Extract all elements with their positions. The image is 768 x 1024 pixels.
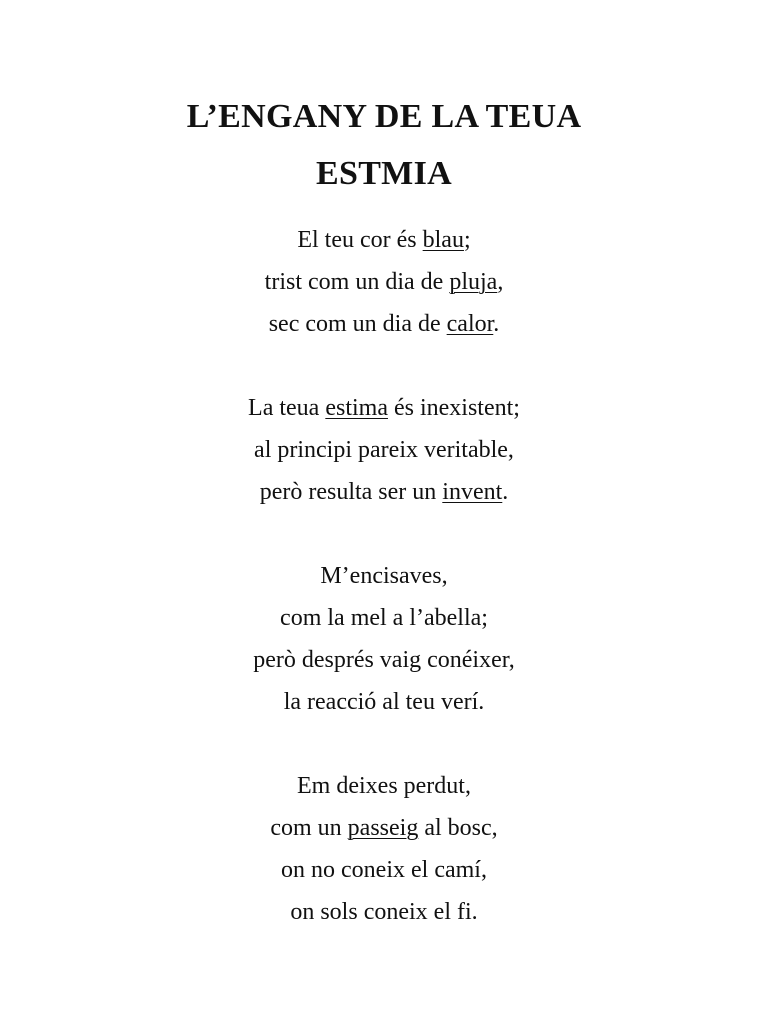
stanza-1 <box>0 219 768 345</box>
stanza-3 <box>0 555 768 723</box>
underlined-word: blau <box>422 227 464 253</box>
verse-line: la reacció al teu verí. <box>283 689 485 715</box>
verse-line <box>0 807 768 849</box>
verse-text: és inexistent; <box>387 395 520 421</box>
verse-text: al bosc, <box>418 815 498 841</box>
verse-line <box>0 387 768 429</box>
verse-text: trist com un dia de <box>264 269 450 295</box>
verse-text: . <box>493 311 500 337</box>
verse-line <box>0 261 768 303</box>
verse-text: . <box>502 479 509 505</box>
underlined-word: estima <box>325 395 388 421</box>
verse-text: ; <box>463 227 471 253</box>
verse-line: però després vaig conéixer, <box>253 647 515 673</box>
verse-line: on no coneix el camí, <box>281 857 487 883</box>
verse-text: però resulta ser un <box>259 479 443 505</box>
verse-text: , <box>497 269 504 295</box>
underlined-word: passeig <box>347 815 419 841</box>
verse-line: al principi pareix veritable, <box>254 437 514 463</box>
verse-line <box>0 471 768 513</box>
verse-text: sec com un dia de <box>268 311 447 337</box>
verse-text: El teu cor és <box>297 227 423 253</box>
underlined-word: invent <box>442 479 503 505</box>
verse-text: La teua <box>248 395 326 421</box>
verse-line: Em deixes perdut, <box>297 773 471 799</box>
stanza-2 <box>0 387 768 513</box>
verse-line: com la mel a l’abella; <box>280 605 488 631</box>
verse-line <box>0 219 768 261</box>
verse-line: on sols coneix el fi. <box>290 899 478 925</box>
poem-title-line-2: ESTMIA <box>316 155 452 192</box>
underlined-word: calor <box>446 311 494 337</box>
poem-title-line-1: L’ENGANY DE LA TEUA <box>186 98 582 135</box>
underlined-word: pluja <box>449 269 498 295</box>
stanza-4 <box>0 765 768 933</box>
poem-body <box>0 219 768 933</box>
verse-text: com un <box>270 815 348 841</box>
verse-line: M’encisaves, <box>320 563 448 589</box>
verse-line <box>0 303 768 345</box>
poem-title <box>0 88 768 202</box>
